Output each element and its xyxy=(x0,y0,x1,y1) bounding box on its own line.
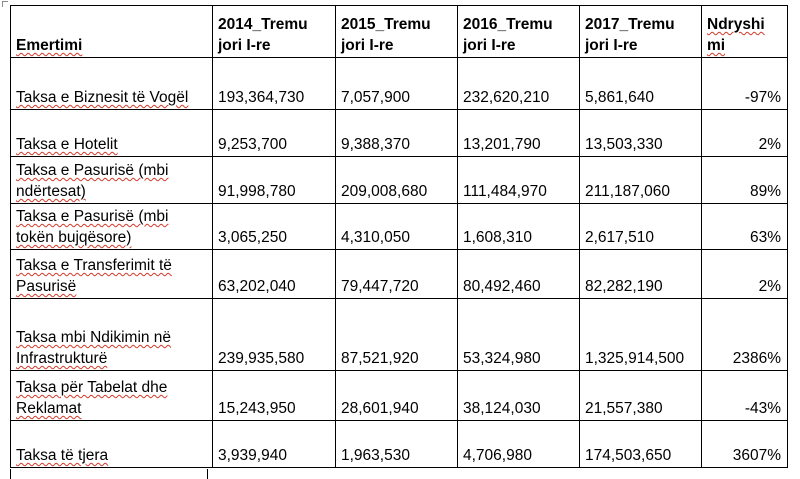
value-2016-cell: 13,201,790 xyxy=(458,110,580,157)
change-cell: 2% xyxy=(702,110,788,157)
value-2016-cell: 80,492,460 xyxy=(458,250,580,299)
table-row xyxy=(11,110,788,157)
value-2016-cell: 111,484,970 xyxy=(458,157,580,204)
value-2015-cell: 209,008,680 xyxy=(336,157,458,204)
table-row xyxy=(11,157,788,204)
change-cell: -43% xyxy=(702,371,788,421)
tax-name-cell: Taksa e Transferimit të Pasurisë xyxy=(11,250,213,299)
header-row xyxy=(11,6,788,58)
change-cell: 2% xyxy=(702,250,788,299)
value-2014-cell: 63,202,040 xyxy=(213,250,336,299)
value-2017-cell: 211,187,060 xyxy=(580,157,702,204)
tax-name-cell: Taksa e Hotelit xyxy=(11,110,213,157)
value-2014-cell: 193,364,730 xyxy=(213,58,336,110)
value-2017-cell: 174,503,650 xyxy=(580,421,702,468)
value-2014-cell: 3,065,250 xyxy=(213,204,336,250)
header-2016: 2016_Tremu jori I-re xyxy=(458,6,580,58)
table-row xyxy=(11,421,788,468)
tax-revenue-table xyxy=(10,5,788,468)
tax-name-cell: Taksa e Pasurisë (mbi ndërtesat) xyxy=(11,157,213,204)
value-2017-cell: 82,282,190 xyxy=(580,250,702,299)
header-2014: 2014_Tremu jori I-re xyxy=(213,6,336,58)
value-2015-cell: 1,963,530 xyxy=(336,421,458,468)
value-2016-cell: 1,608,310 xyxy=(458,204,580,250)
value-2015-cell: 4,310,050 xyxy=(336,204,458,250)
change-cell: 3607% xyxy=(702,421,788,468)
value-2017-cell: 2,617,510 xyxy=(580,204,702,250)
tax-name-cell: Taksa për Tabelat dhe Reklamat xyxy=(11,371,213,421)
table-row xyxy=(11,250,788,299)
value-2015-cell: 87,521,920 xyxy=(336,299,458,371)
value-2015-cell: 79,447,720 xyxy=(336,250,458,299)
header-emertimi: Emertimi xyxy=(11,6,213,58)
next-row-stub xyxy=(10,469,208,479)
value-2017-cell: 1,325,914,500 xyxy=(580,299,702,371)
value-2015-cell: 28,601,940 xyxy=(336,371,458,421)
header-2015: 2015_Tremu jori I-re xyxy=(336,6,458,58)
tax-name-cell: Taksa të tjera xyxy=(11,421,213,468)
tax-name-cell: Taksa mbi Ndikimin në Infrastrukturë xyxy=(11,299,213,371)
value-2016-cell: 4,706,980 xyxy=(458,421,580,468)
value-2014-cell: 15,243,950 xyxy=(213,371,336,421)
value-2016-cell: 38,124,030 xyxy=(458,371,580,421)
table-row xyxy=(11,204,788,250)
table-row xyxy=(11,299,788,371)
tax-name-cell: Taksa e Biznesit të Vogël xyxy=(11,58,213,110)
change-cell: -97% xyxy=(702,58,788,110)
value-2014-cell: 239,935,580 xyxy=(213,299,336,371)
table-row xyxy=(11,371,788,421)
tax-name-cell: Taksa e Pasurisë (mbi tokën bujqësore) xyxy=(11,204,213,250)
value-2017-cell: 13,503,330 xyxy=(580,110,702,157)
value-2015-cell: 7,057,900 xyxy=(336,58,458,110)
change-cell: 89% xyxy=(702,157,788,204)
value-2014-cell: 9,253,700 xyxy=(213,110,336,157)
value-2014-cell: 91,998,780 xyxy=(213,157,336,204)
value-2015-cell: 9,388,370 xyxy=(336,110,458,157)
value-2017-cell: 5,861,640 xyxy=(580,58,702,110)
header-2017: 2017_Tremu jori I-re xyxy=(580,6,702,58)
change-cell: 2386% xyxy=(702,299,788,371)
value-2017-cell: 21,557,380 xyxy=(580,371,702,421)
change-cell: 63% xyxy=(702,204,788,250)
value-2016-cell: 53,324,980 xyxy=(458,299,580,371)
value-2014-cell: 3,939,940 xyxy=(213,421,336,468)
header-ndryshimi: Ndryshi mi xyxy=(702,6,788,58)
corner-mark xyxy=(2,1,8,7)
value-2016-cell: 232,620,210 xyxy=(458,58,580,110)
table-row xyxy=(11,58,788,110)
